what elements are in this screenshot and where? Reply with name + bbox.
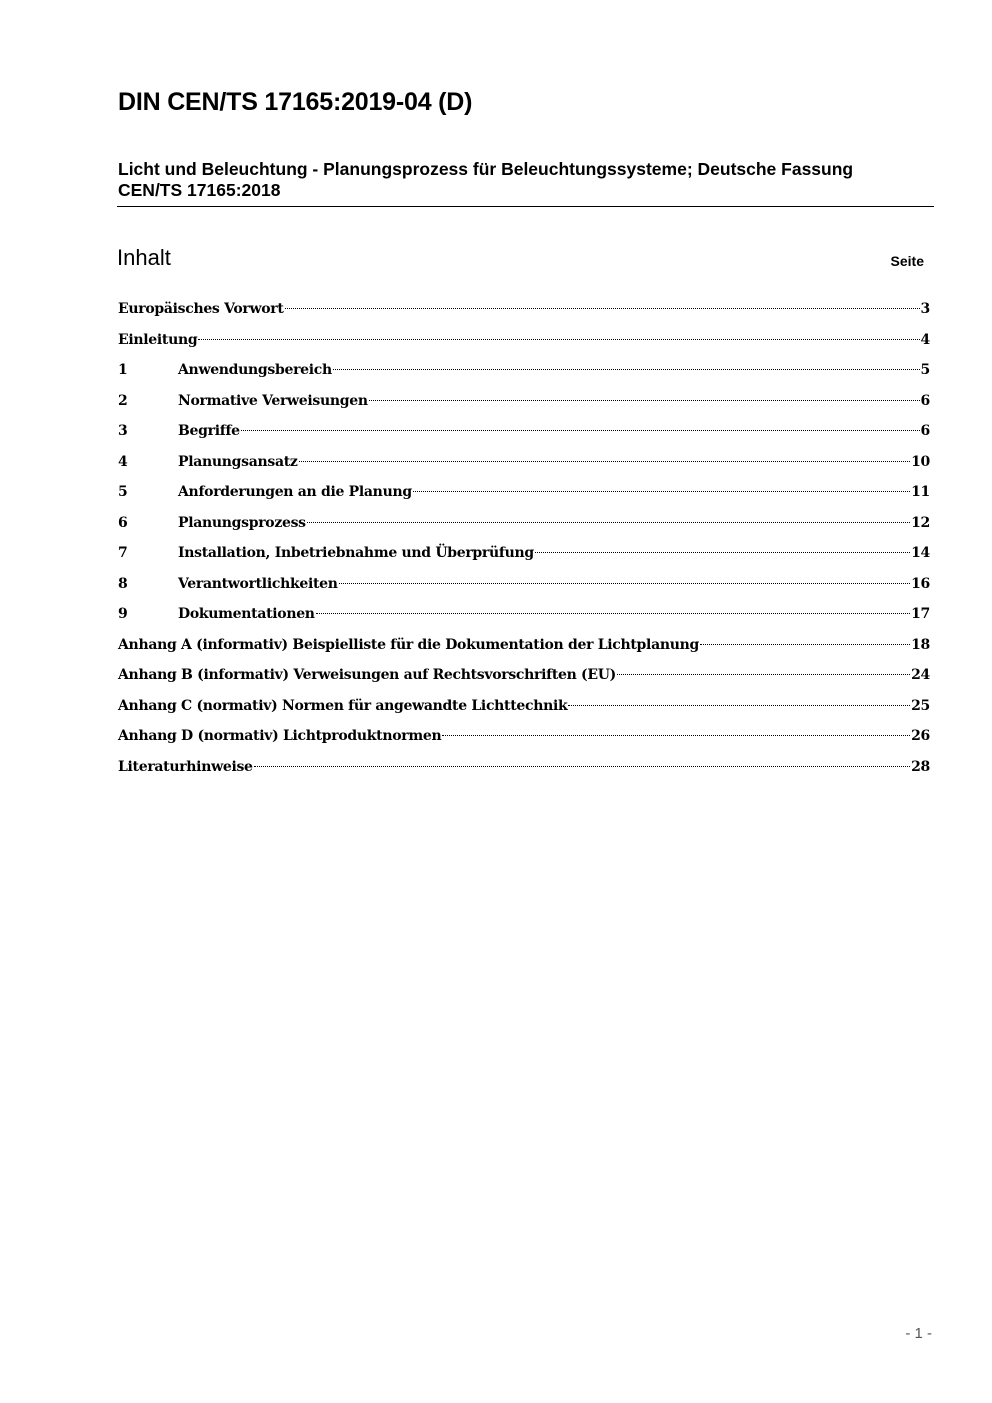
toc-page-column-label: Seite bbox=[890, 253, 924, 269]
toc-entry-title: Planungsprozess bbox=[178, 514, 306, 531]
toc-dot-leader bbox=[333, 369, 920, 370]
toc-entry-title: Begriffe bbox=[178, 423, 240, 439]
toc-dot-leader bbox=[339, 583, 910, 584]
toc-entry-foreword[interactable] bbox=[118, 301, 930, 332]
toc-entry-page: 25 bbox=[911, 697, 930, 714]
table-of-contents bbox=[118, 301, 930, 789]
toc-heading: Inhalt bbox=[117, 245, 171, 270]
toc-entry-section-2[interactable] bbox=[118, 393, 930, 424]
toc-entry-section-9[interactable] bbox=[118, 606, 930, 637]
toc-dot-leader bbox=[568, 705, 910, 706]
toc-entry-section-7[interactable] bbox=[118, 545, 930, 576]
footer-page-number: - 1 - bbox=[905, 1325, 932, 1342]
toc-entry-title: Normative Verweisungen bbox=[178, 392, 368, 409]
toc-entry-section-1[interactable] bbox=[118, 362, 930, 393]
toc-entry-bibliography[interactable] bbox=[118, 759, 930, 790]
toc-entry-title: Installation, Inbetriebnahme und Überprüfung bbox=[178, 545, 534, 561]
toc-entry-page: 17 bbox=[911, 606, 930, 622]
toc-entry-page: 10 bbox=[911, 453, 930, 470]
toc-entry-title: Anhang D (normativ) Lichtproduktnormen bbox=[118, 728, 442, 744]
toc-entry-number: 4 bbox=[118, 453, 128, 470]
toc-entry-section-4[interactable] bbox=[118, 454, 930, 485]
toc-entry-title: Anwendungsbereich bbox=[178, 362, 332, 378]
toc-entry-number: 9 bbox=[118, 606, 128, 622]
toc-entry-section-8[interactable] bbox=[118, 576, 930, 607]
toc-entry-number: 5 bbox=[118, 484, 128, 500]
toc-entry-number: 1 bbox=[118, 362, 128, 378]
toc-dot-leader bbox=[307, 522, 910, 523]
toc-entry-annex-d[interactable] bbox=[118, 728, 930, 759]
toc-entry-section-6[interactable] bbox=[118, 515, 930, 546]
toc-entry-page: 6 bbox=[920, 392, 930, 409]
toc-entry-introduction[interactable] bbox=[118, 332, 930, 363]
toc-entry-page: 26 bbox=[911, 728, 930, 744]
toc-entry-section-3[interactable] bbox=[118, 423, 930, 454]
toc-entry-annex-a[interactable] bbox=[118, 637, 930, 668]
toc-entry-page: 18 bbox=[911, 636, 930, 653]
toc-entry-page: 12 bbox=[911, 514, 930, 531]
toc-dot-leader bbox=[285, 308, 920, 309]
toc-entry-title: Literaturhinweise bbox=[118, 758, 253, 775]
toc-entry-title: Planungsansatz bbox=[178, 453, 298, 470]
toc-entry-title: Verantwortlichkeiten bbox=[178, 575, 338, 592]
toc-entry-page: 16 bbox=[911, 575, 930, 592]
toc-dot-leader bbox=[316, 613, 910, 614]
toc-entry-number: 2 bbox=[118, 392, 128, 409]
toc-entry-title: Europäisches Vorwort bbox=[118, 301, 284, 317]
toc-entry-title: Anforderungen an die Planung bbox=[178, 484, 412, 500]
toc-entry-title: Anhang B (informativ) Verweisungen auf Rechtsvorschriften (EU) bbox=[118, 667, 616, 683]
title-divider bbox=[117, 206, 934, 207]
toc-entry-page: 5 bbox=[920, 362, 930, 378]
toc-entry-page: 3 bbox=[920, 301, 930, 317]
toc-dot-leader bbox=[299, 461, 911, 462]
toc-dot-leader bbox=[254, 766, 910, 767]
toc-entry-number: 3 bbox=[118, 423, 128, 439]
toc-entry-section-5[interactable] bbox=[118, 484, 930, 515]
toc-entry-title: Einleitung bbox=[118, 331, 198, 348]
toc-dot-leader bbox=[700, 644, 910, 645]
toc-dot-leader bbox=[442, 735, 910, 736]
document-title: DIN CEN/TS 17165:2019-04 (D) bbox=[118, 88, 473, 116]
toc-dot-leader bbox=[413, 491, 910, 492]
toc-entry-page: 11 bbox=[911, 484, 930, 500]
toc-dot-leader bbox=[369, 400, 920, 401]
toc-dot-leader bbox=[241, 430, 920, 431]
toc-entry-page: 14 bbox=[911, 545, 930, 561]
toc-entry-number: 6 bbox=[118, 514, 128, 531]
toc-dot-leader bbox=[535, 552, 910, 553]
toc-dot-leader bbox=[617, 674, 910, 675]
toc-entry-annex-b[interactable] bbox=[118, 667, 930, 698]
toc-entry-title: Anhang C (normativ) Normen für angewandte Lichttechnik bbox=[118, 697, 568, 714]
toc-entry-title: Anhang A (informativ) Beispielliste für die Dokumentation der Lichtplanung bbox=[118, 636, 699, 653]
toc-entry-page: 4 bbox=[920, 331, 930, 348]
toc-entry-number: 8 bbox=[118, 575, 128, 592]
toc-dot-leader bbox=[198, 339, 919, 340]
toc-entry-page: 24 bbox=[911, 667, 930, 683]
document-subtitle: Licht und Beleuchtung - Planungsprozess für Beleuchtungssysteme; Deutsche Fassung CEN/TS 17165:2018 bbox=[118, 159, 854, 200]
toc-entry-annex-c[interactable] bbox=[118, 698, 930, 729]
toc-entry-title: Dokumentationen bbox=[178, 606, 315, 622]
toc-entry-number: 7 bbox=[118, 545, 128, 561]
toc-entry-page: 28 bbox=[911, 758, 930, 775]
toc-entry-page: 6 bbox=[920, 423, 930, 439]
